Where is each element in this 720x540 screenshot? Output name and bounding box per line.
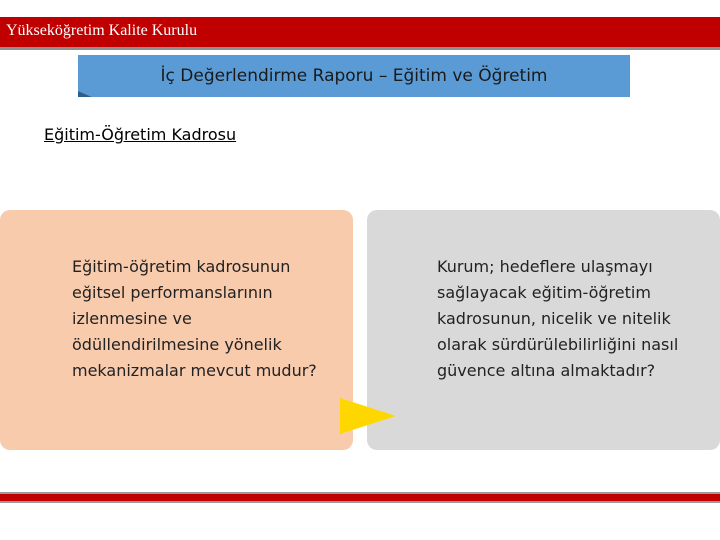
question-text: Eğitim-öğretim kadrosunun eğitsel performanslarının izlenmesine ve ödüllendirilmesine yönelik mekanizmalar mevcut mudur? [72, 257, 317, 380]
answer-text: Kurum; hedeflere ulaşmayı sağlayacak eğitim-öğretim kadrosunun, nicelik ve nitelik olarak sürdürülebilirliğini nasıl güvence altına almaktadır? [437, 257, 679, 380]
banner-title: İç Değerlendirme Raporu – Eğitim ve Öğretim [160, 66, 548, 86]
organization-title: Yükseköğretim Kalite Kurulu [6, 22, 198, 39]
header-divider [0, 47, 720, 50]
section-heading: Eğitim-Öğretim Kadrosu [44, 125, 237, 144]
footer-bar [0, 492, 720, 503]
